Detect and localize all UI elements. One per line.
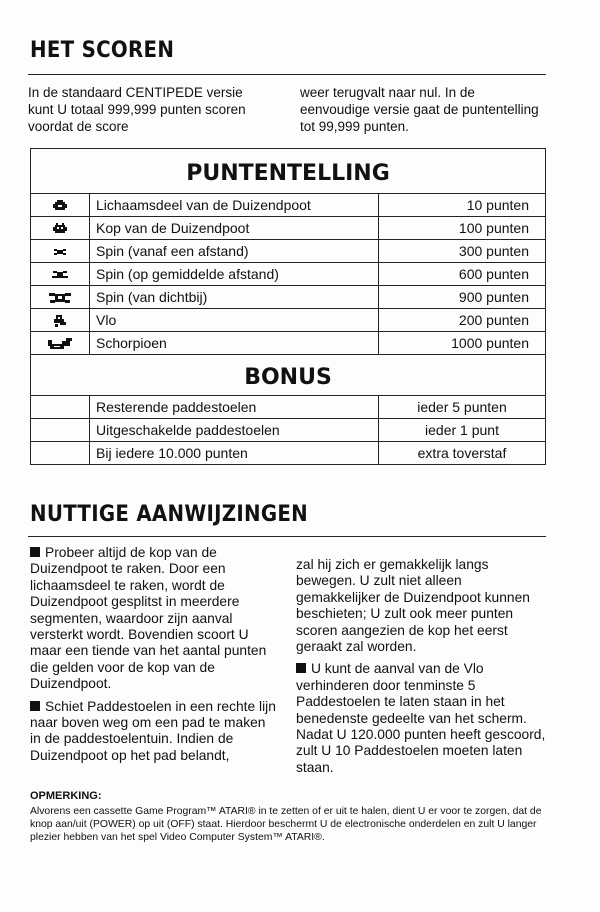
- table-row: [31, 442, 546, 465]
- row-points: 900 punten: [379, 286, 546, 309]
- points-header: PUNTENTELLING: [31, 149, 546, 194]
- bonus-header: BONUS: [31, 355, 546, 396]
- bonus-points: ieder 5 punten: [379, 396, 546, 419]
- table-row: [31, 332, 546, 355]
- table-row: [31, 309, 546, 332]
- spider-medium-icon: [52, 270, 68, 280]
- bullet-square-icon: [30, 547, 40, 557]
- intro-right-text: weer terugvalt naar nul. In de eenvoudige versie gaat de puntentelling tot 99,999 punten.: [300, 85, 539, 134]
- table-row: [31, 240, 546, 263]
- flea-icon: [52, 315, 68, 327]
- bonus-label: Bij iedere 10.000 punten: [90, 442, 379, 465]
- row-points: 600 punten: [379, 263, 546, 286]
- row-label: Spin (op gemiddelde afstand): [90, 263, 379, 286]
- tip-paragraph: Schiet Paddestoelen in een rechte lijn naar boven weg om een pad te maken in de paddestoelentuin. Indien de Duizendpoot op het pad belandt,: [30, 698, 276, 763]
- tips-rule: [28, 536, 546, 537]
- section-title-scoring: HET SCOREN: [30, 38, 175, 63]
- row-label: Vlo: [90, 309, 379, 332]
- table-row: [31, 217, 546, 240]
- tips-column-right: [296, 545, 548, 782]
- row-points: 1000 punten: [379, 332, 546, 355]
- spider-close-icon: [49, 292, 71, 304]
- row-points: 100 punten: [379, 217, 546, 240]
- scoring-rule: [28, 74, 546, 75]
- table-row: [31, 419, 546, 442]
- bonus-points: extra toverstaf: [379, 442, 546, 465]
- centipede-body-icon: [52, 200, 68, 212]
- note-title: OPMERKING:: [30, 790, 102, 802]
- bonus-label: Uitgeschakelde paddestoelen: [90, 419, 379, 442]
- tip-paragraph: Probeer altijd de kop van de Duizendpoot te raken. Door een lichaamsdeel te raken, wordt de Duizendpoot gesplitst in meerdere segmenten, waardoor zijn aanval versterkt wordt. Bovendien scoort U maar een tiende van het aantal punten die gelden voor de kop van de Duizendpoot.: [30, 545, 267, 692]
- note-text: Alvorens een cassette Game Program™ ATARI® in te zetten of er uit te halen, dient U er voor te zorgen, dat de knop aan/uit (POWER) op uit (OFF) staat. Hierdoor beschermt U de electronische onderdelen en zult U langer plezier hebben van het spel Video Computer System™ ATARI®.: [30, 806, 542, 843]
- bonus-header-row: [31, 355, 546, 396]
- scorpion-icon: [48, 338, 72, 350]
- table-row: [31, 194, 546, 217]
- table-row: [31, 286, 546, 309]
- row-points: 300 punten: [379, 240, 546, 263]
- tip-paragraph: zal hij zich er gemakkelijk langs bewegen. U zult niet alleen gemakkelijker de Duizendpoot kunnen beschieten; U zult ook meer punten scoren aangezien de kop het eerst geraakt zal worden.: [296, 557, 530, 655]
- centipede-head-icon: [52, 223, 68, 235]
- section-title-tips: NUTTIGE AANWIJZINGEN: [30, 502, 309, 527]
- bonus-points: ieder 1 punt: [379, 419, 546, 442]
- row-label: Lichaamsdeel van de Duizendpoot: [90, 194, 379, 217]
- intro-left-text: In de standaard CENTIPEDE versie kunt U totaal 999,999 punten scoren voordat de score: [28, 85, 246, 134]
- tip-paragraph: U kunt de aanval van de Vlo verhinderen door tenminste 5 Paddestoelen te laten staan in het benedenste gedeelte van het scherm. Nadat U 120.000 punten heeft gescoord, zult U 10 Paddestoelen moeten laten staan.: [296, 661, 546, 775]
- points-header-row: [31, 149, 546, 194]
- table-row: [31, 263, 546, 286]
- scoring-intro: [28, 84, 546, 135]
- row-points: 200 punten: [379, 309, 546, 332]
- spider-far-icon: [53, 248, 67, 256]
- row-label: Spin (van dichtbij): [90, 286, 379, 309]
- bonus-label: Resterende paddestoelen: [90, 396, 379, 419]
- bullet-square-icon: [296, 663, 306, 673]
- points-table: [30, 148, 546, 465]
- tips-columns: [30, 545, 548, 782]
- tips-column-left: [30, 545, 280, 782]
- row-label: Spin (vanaf een afstand): [90, 240, 379, 263]
- row-label: Schorpioen: [90, 332, 379, 355]
- row-label: Kop van de Duizendpoot: [90, 217, 379, 240]
- row-points: 10 punten: [379, 194, 546, 217]
- table-row: [31, 396, 546, 419]
- bullet-square-icon: [30, 701, 40, 711]
